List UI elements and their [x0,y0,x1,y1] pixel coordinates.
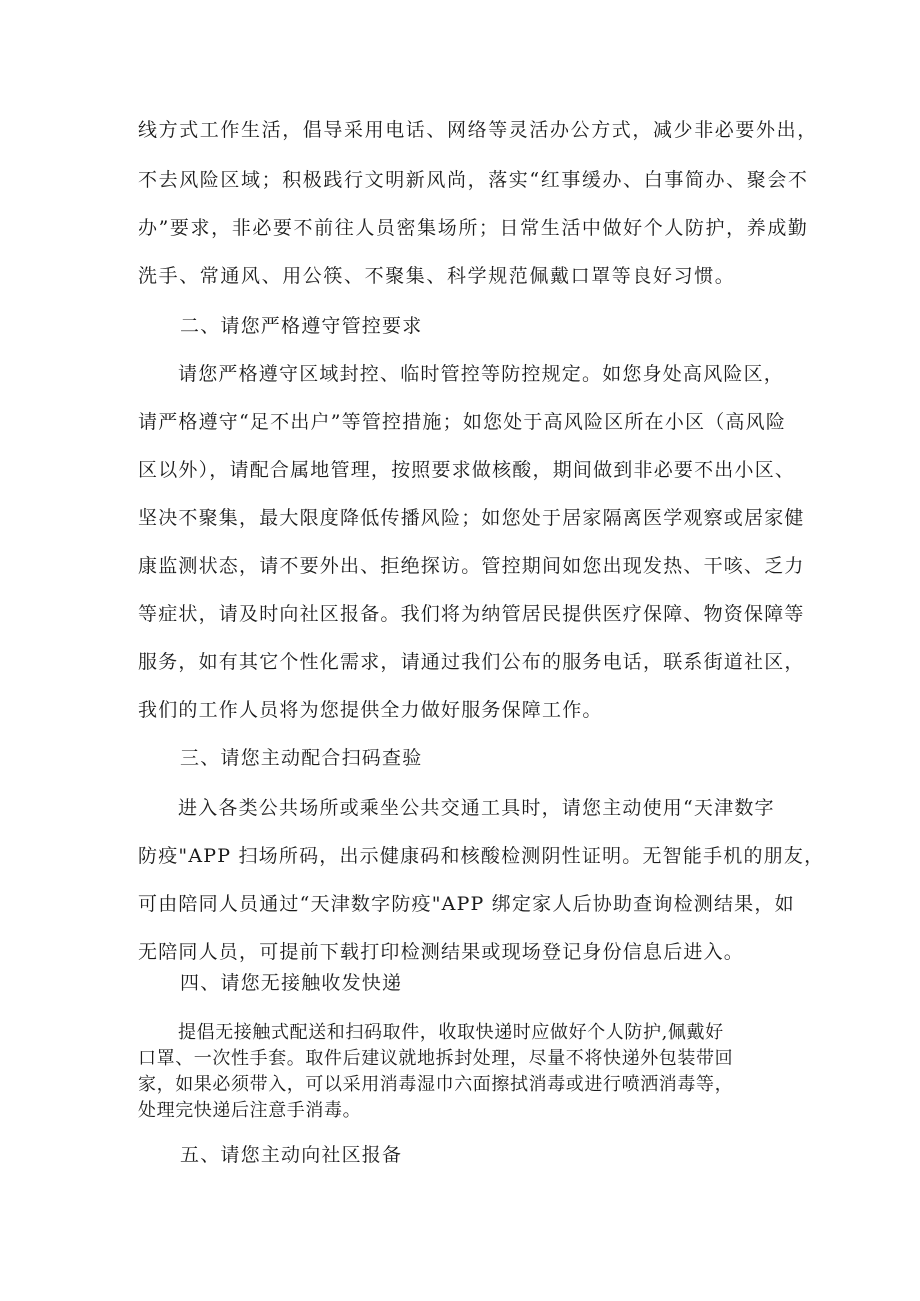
text-line: 防疫"APP 扫场所码，出示健康码和核酸检测阴性证明。无智能手机的朋友， [138,845,825,867]
text-line: 可由陪同人员通过“天津数字防疫"APP 绑定家人后协助查询检测结果，如 [138,893,795,915]
text-line: 区以外），请配合属地管理，按照要求做核酸，期间做到非必要不出小区、 [138,459,796,481]
text-line: 我们的工作人员将为您提供全力做好服务保障工作。 [138,699,603,721]
text-line: 请您严格遵守区域封控、临时管控等防控规定。如您身处高风险区， [178,363,785,385]
text-line: 康监测状态，请不要外出、拒绝探访。管控期间如您出现发热、干咳、乏力 [138,555,805,577]
text-line: 口罩、一次性手套。取件后建议就地拆封处理，尽量不将快递外包装带回 [138,1048,734,1069]
text-line: 请严格遵守“足不出户”等管控措施；如您处于高风险区所在小区（高风险 [138,411,787,433]
text-line: 不去风险区域；积极践行文明新风尚，落实“红事缓办、白事简办、聚会不 [138,169,809,191]
text-line: 洗手、常通风、用公筷、不聚集、科学规范佩戴口罩等良好习惯。 [138,265,736,287]
text-line: 进入各类公共场所或乘坐公共交通工具时，请您主动使用“天津数字 [178,797,775,819]
text-line: 提倡无接触式配送和扫码取件，收取快递时应做好个人防护,佩戴好 [178,1022,724,1043]
text-line: 无陪同人员，可提前下载打印检测结果或现场登记身份信息后进入。 [138,941,745,963]
text-line: 家，如果必须带入，可以采用消毒湿巾六面擦拭消毒或进行喷洒消毒等， [138,1074,734,1095]
text-line: 等症状，请及时向社区报备。我们将为纳管居民提供医疗保障、物资保障等 [138,603,805,625]
section-heading-3: 三、请您主动配合扫码查验 [180,747,423,769]
section-heading-4: 四、请您无接触收发快递 [180,972,403,994]
text-line: 服务，如有其它个性化需求，请通过我们公布的服务电话，联系街道社区， [138,651,805,673]
text-line: 坚决不聚集，最大限度降低传播风险；如您处于居家隔离医学观察或居家健 [138,507,805,529]
section-heading-2: 二、请您严格遵守管控要求 [180,315,423,337]
text-line: 线方式工作生活，倡导采用电话、网络等灵活办公方式，减少非必要外出， [138,119,818,141]
text-line: 办”要求，非必要不前往人员密集场所；日常生活中做好个人防护，养成勤 [138,217,809,239]
text-line: 处理完快递后注意手消毒。 [138,1100,362,1121]
section-heading-5: 五、请您主动向社区报备 [180,1144,403,1166]
